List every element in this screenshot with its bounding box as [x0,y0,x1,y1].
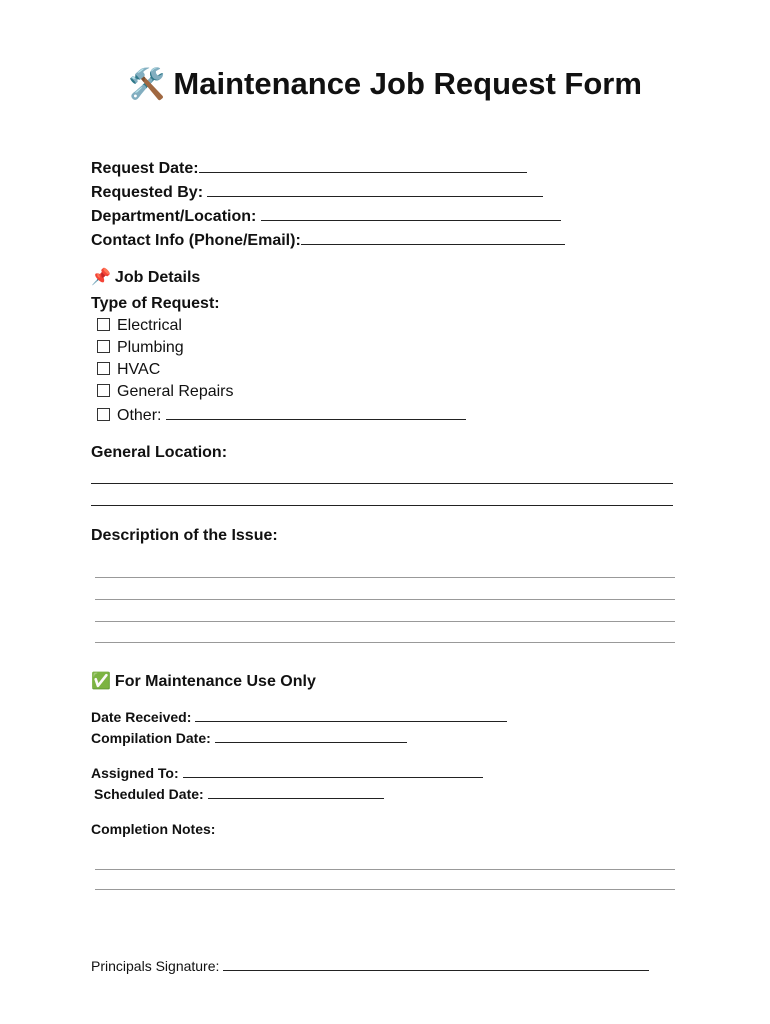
option-general-repairs[interactable]: General Repairs [97,383,234,401]
scheduled-date-line[interactable] [208,786,384,799]
request-date-line[interactable] [199,158,527,173]
date-received-field[interactable]: Date Received: [91,709,507,725]
department-location-field[interactable]: Department/Location: [91,206,561,226]
page-title: 🛠️ Maintenance Job Request Form [128,66,642,101]
signature-field[interactable]: Principals Signature: [91,958,649,974]
checkbox[interactable] [97,362,110,375]
date-received-line[interactable] [195,709,507,722]
request-date-field[interactable]: Request Date: [91,158,527,178]
checkbox[interactable] [97,408,110,421]
signature-line[interactable] [223,958,649,971]
pushpin-icon: 📌 [91,269,111,286]
description-line-4[interactable] [95,642,675,643]
compilation-date-line[interactable] [215,730,407,743]
compilation-date-field[interactable]: Compilation Date: [91,730,407,746]
contact-info-line[interactable] [301,230,565,245]
checkbox[interactable] [97,340,110,353]
general-location-label: General Location: [91,444,228,461]
description-line-1[interactable] [95,577,675,578]
completion-notes-label: Completion Notes: [91,821,216,837]
description-line-3[interactable] [95,621,675,622]
general-location-line-1[interactable] [91,483,673,484]
requested-by-field[interactable]: Requested By: [91,182,543,202]
requested-by-line[interactable] [207,182,543,197]
assigned-to-field[interactable]: Assigned To: [91,765,483,781]
assigned-to-line[interactable] [183,765,483,778]
option-electrical[interactable]: Electrical [97,317,182,335]
contact-info-field[interactable]: Contact Info (Phone/Email): [91,230,565,250]
department-location-line[interactable] [261,206,561,221]
scheduled-date-field[interactable]: Scheduled Date: [94,786,384,802]
maintenance-heading: ✅ For Maintenance Use Only [91,673,316,690]
general-location-line-2[interactable] [91,505,673,506]
option-hvac[interactable]: HVAC [97,361,160,379]
other-line[interactable] [166,405,466,420]
completion-notes-line-2[interactable] [95,889,675,890]
checkbox[interactable] [97,384,110,397]
type-of-request-label: Type of Request: [91,295,220,312]
hammer-and-wrench-icon: 🛠️ [128,68,166,101]
option-other[interactable]: Other: [97,405,466,425]
job-details-heading: 📌 Job Details [91,269,201,286]
checkbox[interactable] [97,318,110,331]
description-label: Description of the Issue: [91,527,278,544]
description-line-2[interactable] [95,599,675,600]
check-mark-icon: ✅ [91,673,111,690]
option-plumbing[interactable]: Plumbing [97,339,184,357]
completion-notes-line-1[interactable] [95,869,675,870]
